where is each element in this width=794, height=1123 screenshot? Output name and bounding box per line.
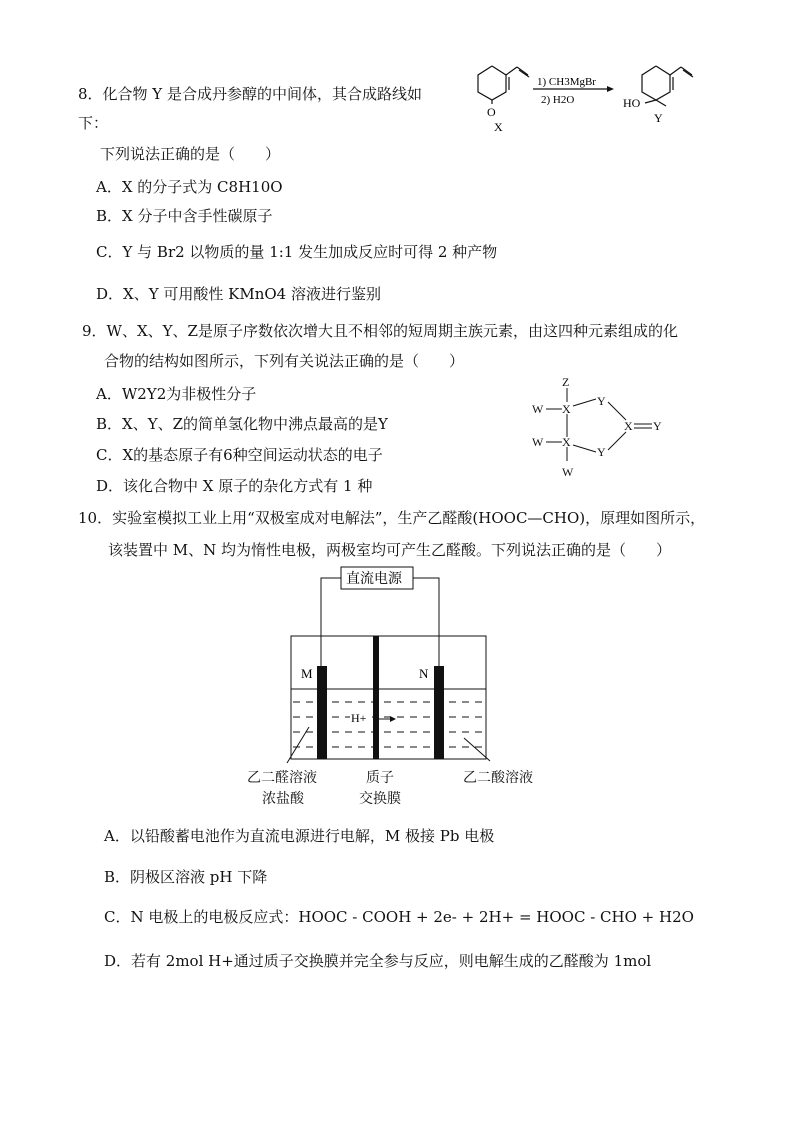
atom-z: Z (562, 375, 570, 389)
circuit-wires (321, 578, 439, 668)
atom-y-top: Y (597, 394, 606, 408)
atom-x-right: X (624, 419, 633, 433)
q10-stem-line2: 该装置中 M、N 均为惰性电极，两极室均可产生乙醛酸。下列说法正确的是（ ） (108, 541, 672, 559)
proton-arrow-head (390, 716, 396, 722)
q10-option-d: D．若有 2mol H+通过质子交换膜并完全参与反应，则电解生成的乙醛酸为 1mol (104, 952, 652, 970)
q9-option-c: C．X的基态原子有6种空间运动状态的电子 (96, 446, 383, 464)
electrode-m (317, 666, 327, 759)
power-supply-label: 直流电源 (346, 571, 402, 587)
compound-x-label: X (494, 120, 503, 134)
left-solution-label-1: 乙二醛溶液 (247, 770, 317, 786)
q10-option-b: B．阴极区溶液 pH 下降 (104, 868, 268, 886)
membrane-label-2: 交换膜 (359, 791, 401, 807)
q8-option-b: B．X 分子中含手性碳原子 (96, 207, 273, 225)
atom-x-bottom: X (562, 435, 571, 449)
q8-option-a: A．X 的分子式为 C8H10O (96, 178, 283, 196)
q9-stem-line2: 合物的结构如图所示，下列有关说法正确的是（ ） (104, 352, 465, 370)
q8-prompt: 下列说法正确的是（ ） (100, 145, 281, 163)
compound-y-label: Y (654, 111, 663, 125)
electrode-n (434, 666, 444, 759)
atom-y-bottom: Y (597, 445, 606, 459)
q9-stem-line1: 9．W、X、Y、Z是原子序数依次增大且不相邻的短周期主族元素，由这四种元素组成的化 (82, 322, 678, 340)
compound-x-oxygen: O (487, 105, 496, 119)
q9-option-d: D．该化合物中 X 原子的杂化方式有 1 种 (96, 477, 373, 495)
q8-option-d: D．X、Y 可用酸性 KMnO4 溶液进行鉴别 (96, 285, 381, 303)
q8-stem-line2: 下： (78, 114, 109, 132)
q8-stem-line1: 8．化合物 Y 是合成丹参醇的中间体，其合成路线如 (78, 85, 422, 103)
q8-option-c: C．Y 与 Br2 以物质的量 1:1 发生加成反应时可得 2 种产物 (96, 243, 498, 261)
q10-stem-line1: 10．实验室模拟工业上用“双极室成对电解法”，生产乙醛酸(HOOC—CHO)，原理如图所示， (78, 509, 706, 527)
electrode-m-label: M (301, 666, 313, 681)
atom-x-top: X (562, 402, 571, 416)
reagent-1: 1) CH3MgBr (537, 76, 596, 88)
electrode-n-label: N (419, 666, 429, 681)
reagent-2: 2) H2O (541, 94, 575, 106)
q9-option-b: B．X、Y、Z的简单氢化物中沸点最高的是Y (96, 415, 388, 433)
q10-option-c: C．N 电极上的电极反应式：HOOC - COOH + 2e- + 2H+ = HOOC - CHO + H2O (104, 908, 694, 926)
q9-option-a: A．W2Y2为非极性分子 (96, 385, 257, 403)
atom-w-top: W (532, 402, 544, 416)
atom-y-right: Y (653, 419, 662, 433)
atom-w-bottom: W (532, 435, 544, 449)
atom-w-lower: W (562, 465, 574, 479)
membrane-label-1: 质子 (366, 770, 394, 786)
proton-exchange-membrane (373, 636, 379, 759)
right-solution-label: 乙二酸溶液 (463, 770, 533, 786)
q10-option-a: A．以铅酸蓄电池作为直流电源进行电解，M 极接 Pb 电极 (104, 827, 495, 845)
compound-y-ho: HO (623, 96, 641, 110)
proton-label: H+ (351, 711, 367, 725)
left-solution-label-2: 浓盐酸 (262, 791, 304, 807)
